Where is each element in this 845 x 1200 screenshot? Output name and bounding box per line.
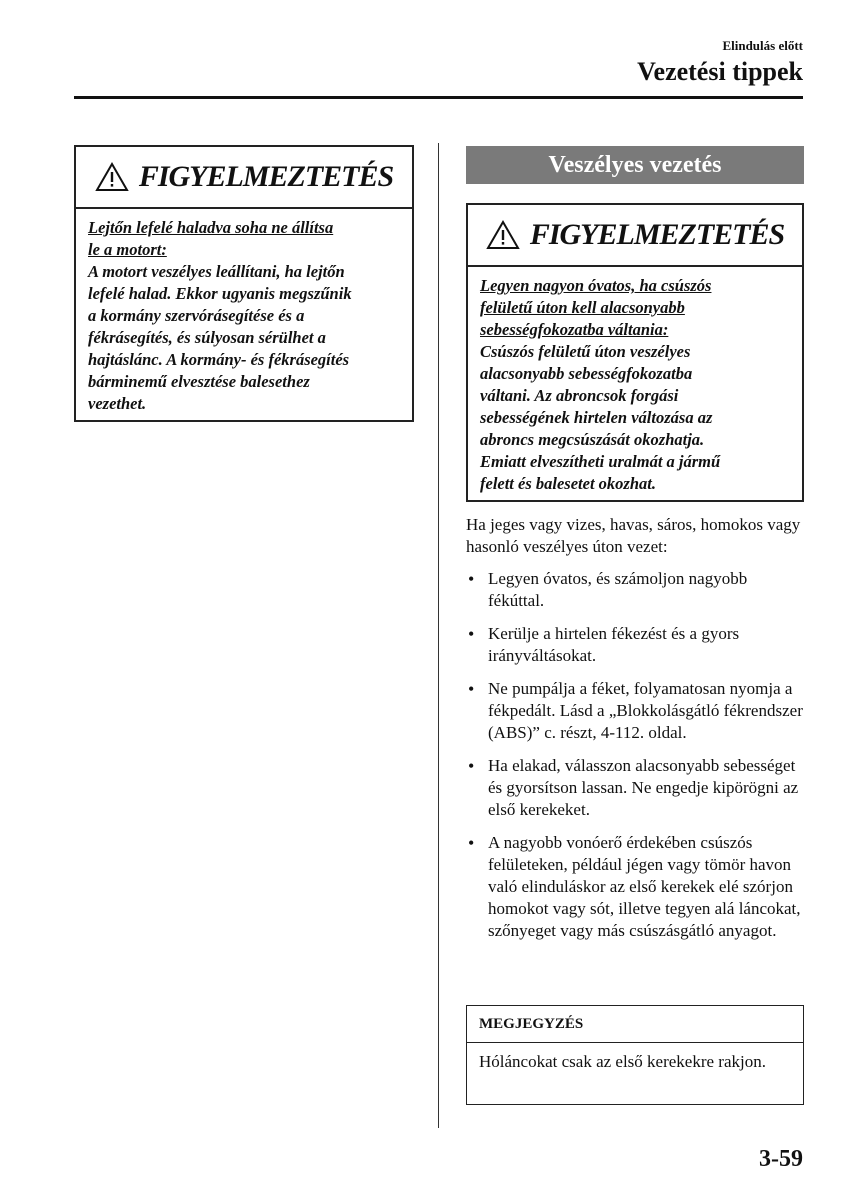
left-warning-text-line: bárminemű elvesztése balesethez <box>88 372 310 391</box>
right-warning-text-line: Csúszós felületű úton veszélyes <box>480 342 691 361</box>
left-warning-text-line: vezethet. <box>88 394 147 413</box>
right-warning-heading-line: sebességfokozatba váltania: <box>480 320 669 339</box>
left-warning-heading-line: Lejtőn lefelé haladva soha ne állítsa <box>88 218 334 237</box>
right-warning-heading-line: Legyen nagyon óvatos, ha csúszós <box>480 276 712 295</box>
note-title: MEGJEGYZÉS <box>467 1006 803 1043</box>
right-warning-body <box>468 267 802 505</box>
list-item: • Kerülje a hirtelen fékezést és a gyors irányváltásokat. <box>466 623 806 667</box>
note-box <box>466 1005 804 1105</box>
column-divider <box>438 143 439 1128</box>
header-rule <box>74 96 803 99</box>
note-text: Hóláncokat csak az első kerekekre rakjon. <box>479 1052 766 1071</box>
right-warning-text-line: Emiatt elveszítheti uralmát a jármű <box>480 452 721 471</box>
right-warning-header <box>468 205 802 267</box>
tips-list <box>466 568 806 953</box>
left-warning-text-line: fékrásegítés, és súlyosan sérülhet a <box>88 328 326 347</box>
right-warning-text-line: felett és balesetet okozhat. <box>480 474 656 493</box>
page-title: Vezetési tippek <box>637 57 803 86</box>
left-warning-text-line: a kormány szervórásegítése és a <box>88 306 305 325</box>
list-item: • Ha elakad, válasszon alacsonyabb sebességet és gyorsítson lassan. Ne engedje kipörögni az első kerekeket. <box>466 755 806 821</box>
list-item: • A nagyobb vonóerő érdekében csúszós felületeken, például jégen vagy tömör havon való elinduláskor az első kerekek elé szórjon homokot vagy sót, illetve tegyen alá láncokat, szőnyeget vagy más csúszásgátló anyagot. <box>466 832 806 942</box>
warning-triangle-icon <box>95 162 129 192</box>
right-warning-box <box>466 203 804 502</box>
left-warning-text-line: lefelé halad. Ekkor ugyanis megszűnik <box>88 284 352 303</box>
right-warning-text-line: váltani. Az abroncsok forgási <box>480 386 679 405</box>
left-warning-box <box>74 145 414 422</box>
header-section-label: Elindulás előtt <box>722 38 803 53</box>
left-warning-heading-line: le a motort: <box>88 240 167 259</box>
list-item: • Ne pumpálja a féket, folyamatosan nyomja a fékpedált. Lásd a „Blokkolásgátló fékrendszer (ABS)” c. részt, 4-112. oldal. <box>466 678 806 744</box>
left-warning-text-line: hajtáslánc. A kormány- és fékrásegítés <box>88 350 350 369</box>
list-item: • Legyen óvatos, és számoljon nagyobb fékúttal. <box>466 568 806 612</box>
right-warning-heading-line: felületű úton kell alacsonyabb <box>480 298 685 317</box>
right-warning-text-line: alacsonyabb sebességfokozatba <box>480 364 693 383</box>
right-warning-text-line: sebességének hirtelen változása az <box>480 408 713 427</box>
right-warning-title: FIGYELMEZTETÉS <box>529 218 785 251</box>
right-warning-text-line: abroncs megcsúszását okozhatja. <box>480 430 705 449</box>
left-warning-body <box>76 209 412 425</box>
intro-paragraph: Ha jeges vagy vizes, havas, sáros, homokos vagy hasonló veszélyes úton vezet: <box>466 515 801 556</box>
left-warning-header <box>76 147 412 209</box>
warning-triangle-icon <box>486 220 520 250</box>
left-warning-title: FIGYELMEZTETÉS <box>138 160 394 193</box>
section-title-bar: Veszélyes vezetés <box>466 146 804 184</box>
page-number: 3-59 <box>759 1146 803 1172</box>
left-warning-text-line: A motort veszélyes leállítani, ha lejtőn <box>88 262 345 281</box>
